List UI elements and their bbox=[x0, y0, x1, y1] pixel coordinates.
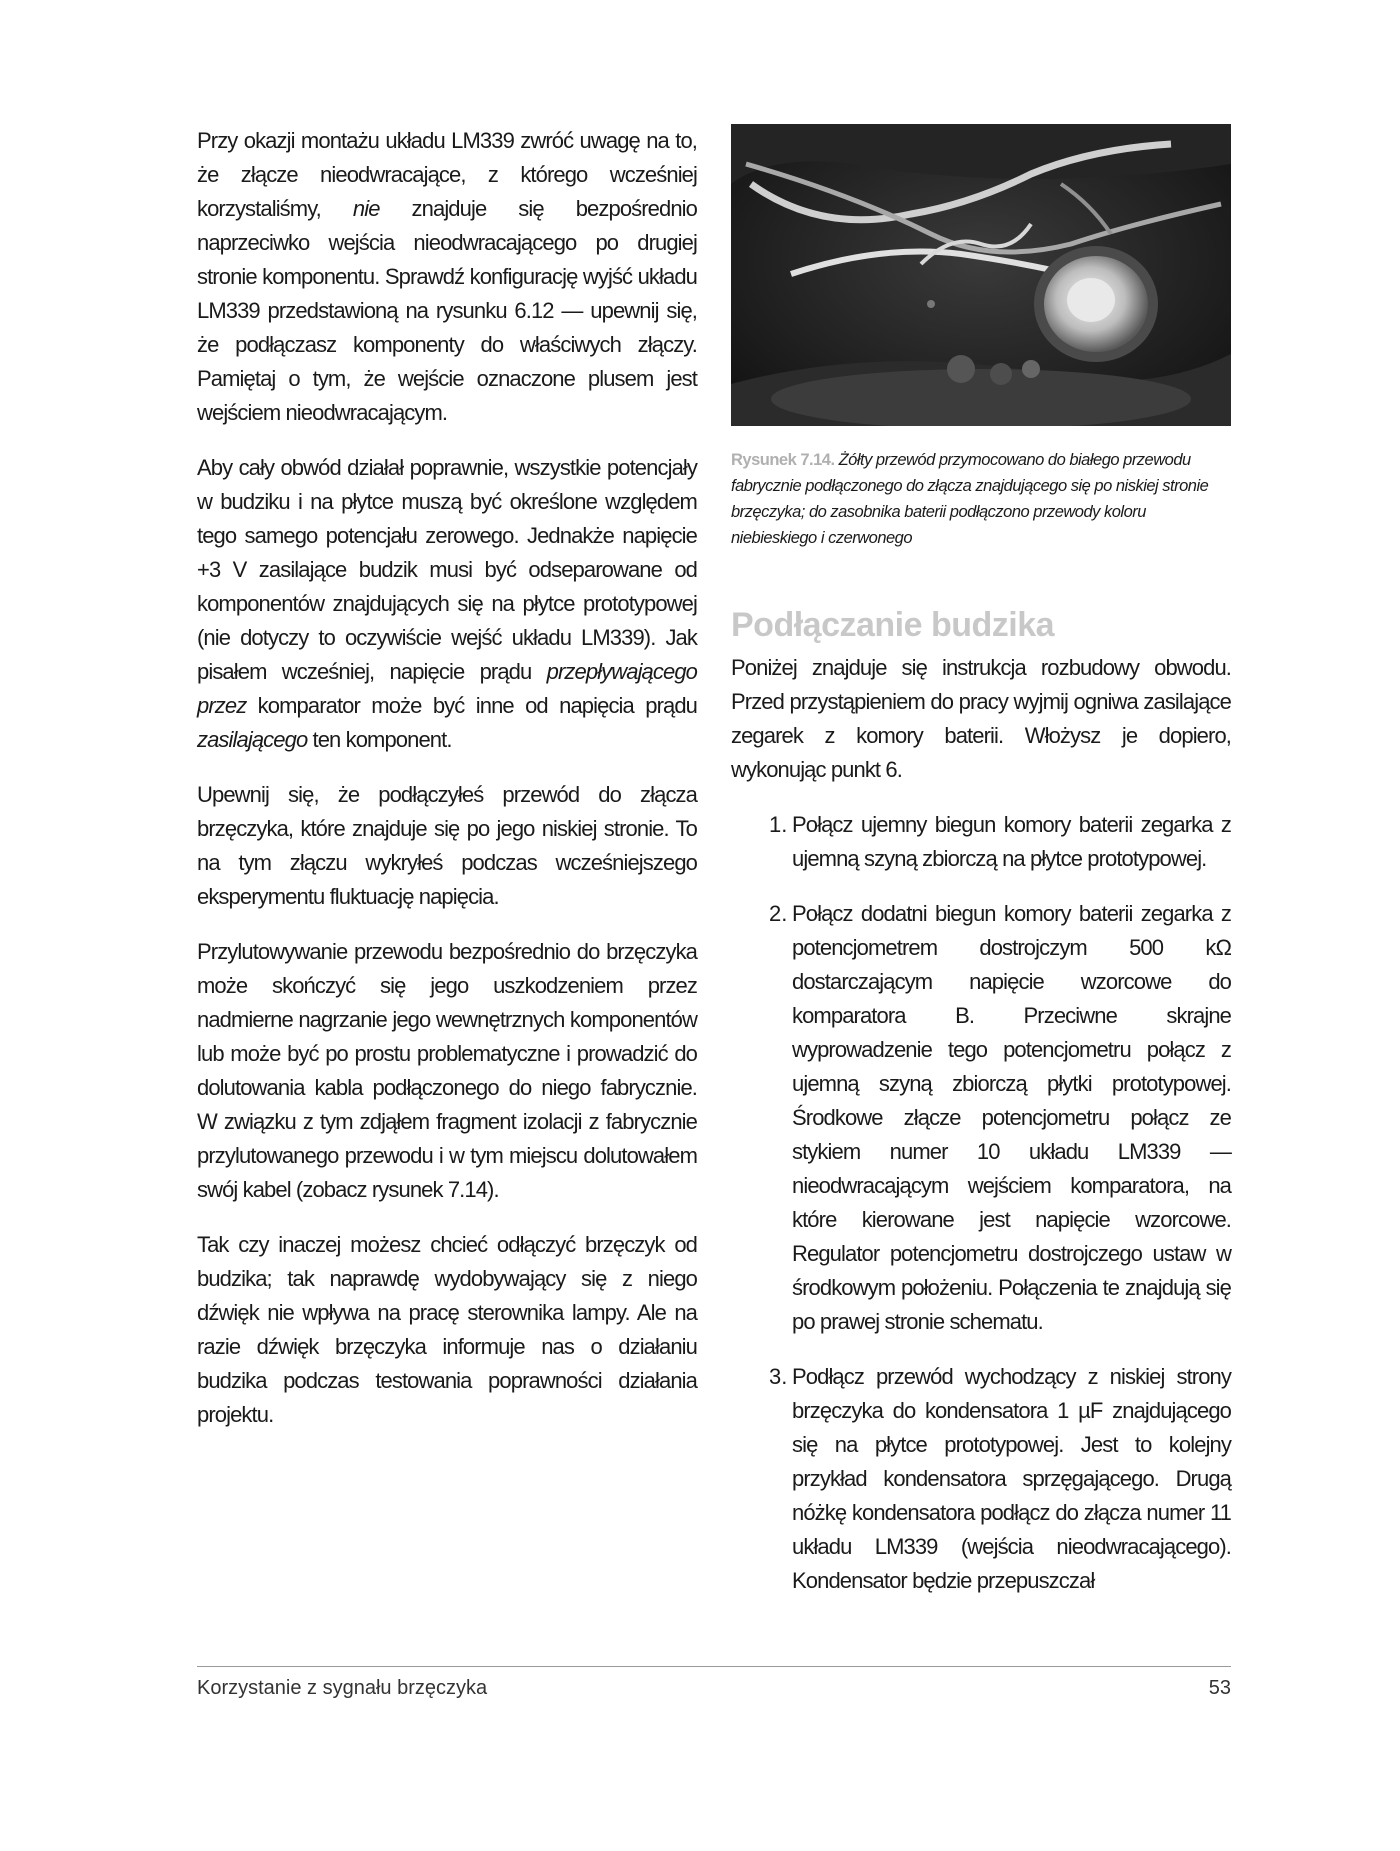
left-column bbox=[197, 124, 697, 1453]
step-number: 1. bbox=[769, 812, 788, 837]
step-text: Połącz dodatni biegun komory baterii zegarka z potencjometrem dostrojczym 500 kΩ dostarczającym napięcie wzorcowe do komparatora B. Przeciwne skrajne wyprowadzenie tego potencjometru połącz z ujemną szyną zbiorczą płytki prototypowej. Środkowe złącze potencjometru połącz ze stykiem numer 10 układu LM339 — nieodwracającym wejściem komparatora, na które kierowane jest napięcie wzorcowe. Regulator potencjometru dostrojczego ustaw w środkowym położeniu. Połączenia te znajdują się po prawej stronie schematu. bbox=[792, 901, 1231, 1334]
emphasis-text: przepływającego przez bbox=[197, 659, 697, 718]
page-number: 53 bbox=[1208, 1677, 1231, 1699]
body-paragraph: Aby cały obwód działał poprawnie, wszystkie potencjały w budziku i na płytce muszą być określone względem tego samego potencjału zerowego. Jednakże napięcie +3 V zasilające budzik musi być odseparowane od komponentów znajdujących się na płytce prototypowej (nie dotyczy to oczywiście wejść układu LM339). Jak pisałem wcześniej, napięcie prądu przepływającego przez komparator może być inne od napięcia prądu zasilającego ten komponent. bbox=[197, 455, 697, 752]
figure-caption bbox=[731, 447, 1231, 551]
step-number: 2. bbox=[769, 901, 788, 926]
list-item bbox=[731, 1360, 1231, 1598]
body-paragraph: Upewnij się, że podłączyłeś przewód do złącza brzęczyka, które znajduje się po jego niskiej stronie. To na tym złączu wykryłeś podczas wcześniejszego eksperymentu fluktuację napięcia. bbox=[197, 782, 697, 909]
figure-caption-text: Żółty przewód przymocowano do białego przewodu fabrycznie podłączonego do złącza znajdującego się po niskiej stronie brzęczyka; do zasobnika baterii podłączono przewody koloru niebieskiego i czerwonego bbox=[731, 451, 1209, 547]
emphasis-text: nie bbox=[352, 196, 380, 221]
step-number: 3. bbox=[769, 1364, 788, 1389]
body-paragraph: Przy okazji montażu układu LM339 zwróć uwagę na to, że złącze nieodwracające, z którego wcześniej korzystaliśmy, nie znajduje się bezpośrednio naprzeciwko wejścia nieodwracającego po drugiej stronie komponentu. Sprawdź konfigurację wyjść układu LM339 przedstawioną na rysunku 6.12 — upewnij się, że podłączasz komponenty do właściwych złączy. Pamiętaj o tym, że wejście oznaczone plusem jest wejściem nieodwracającym. bbox=[197, 128, 698, 425]
footer-chapter-title: Korzystanie z sygnału brzęczyka bbox=[197, 1677, 488, 1699]
footer-divider bbox=[197, 1666, 1231, 1667]
figure-label: Rysunek 7.14. bbox=[731, 451, 835, 469]
body-paragraph: Przylutowywanie przewodu bezpośrednio do brzęczyka może skończyć się jego uszkodzeniem przez nadmierne nagrzanie jego wewnętrznych komponentów lub może być po prostu problematyczne i prowadzić do dolutowania kabla podłączonego do niego fabrycznie. W związku z tym zdjąłem fragment izolacji z fabrycznie przylutowanego przewodu i w tym miejscu dolutowałem swój kabel (zobacz rysunek 7.14). bbox=[197, 939, 697, 1202]
section-intro: Poniżej znajduje się instrukcja rozbudowy obwodu. Przed przystąpieniem do pracy wyjmij ogniwa zasilające zegarek z komory baterii. Włożysz je dopiero, wykonując punkt 6. bbox=[731, 655, 1231, 782]
section-heading: Podłączanie budzika bbox=[731, 606, 1055, 644]
list-item bbox=[731, 897, 1231, 1339]
body-paragraph: Tak czy inaczej możesz chcieć odłączyć brzęczyk od budzika; tak naprawdę wydobywający się z niego dźwięk nie wpływa na pracę sterownika lampy. Ale na razie dźwięk brzęczyka informuje nas o działaniu budzika podczas testowania poprawności działania projektu. bbox=[197, 1232, 697, 1427]
figure-photo bbox=[731, 124, 1231, 426]
step-text: Połącz ujemny biegun komory baterii zegarka z ujemną szyną zbiorczą na płytce prototypowej. bbox=[792, 812, 1231, 871]
emphasis-text: zasilającego bbox=[197, 727, 308, 752]
step-text: Podłącz przewód wychodzący z niskiej strony brzęczyka do kondensatora 1 µF znajdującego się na płytce prototypowej. Jest to kolejny przykład kondensatora sprzęgającego. Drugą nóżkę kondensatora podłącz do złącza numer 11 układu LM339 (wejścia nieodwracającego). Kondensator będzie przepuszczał bbox=[792, 1364, 1231, 1593]
list-item bbox=[731, 808, 1231, 876]
page-footer bbox=[197, 1674, 1231, 1702]
steps-list bbox=[731, 808, 1231, 1598]
right-column bbox=[731, 124, 1231, 1619]
